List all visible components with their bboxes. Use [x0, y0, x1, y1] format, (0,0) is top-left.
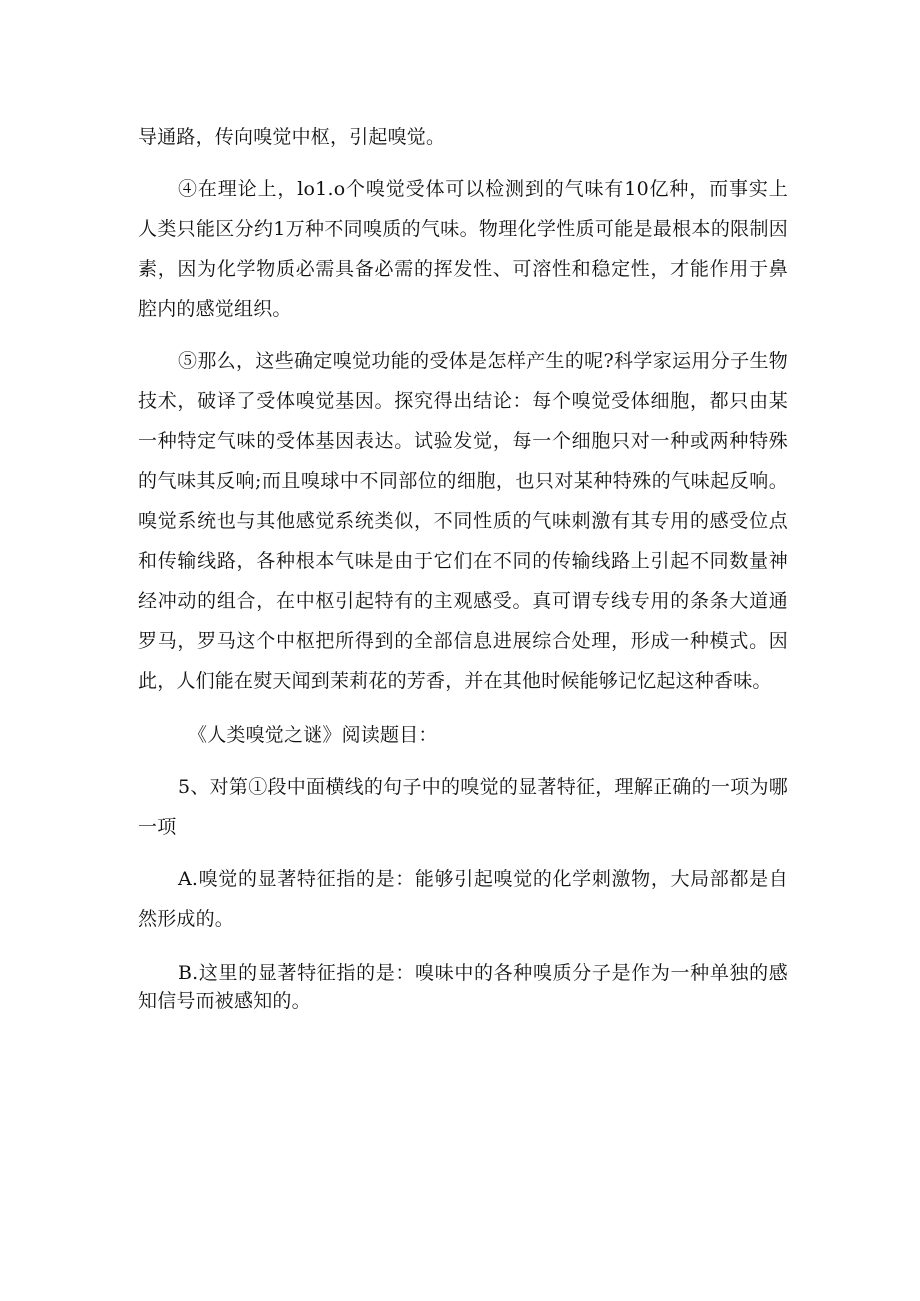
exercise-title: 《人类嗅觉之谜》阅读题目：: [188, 724, 438, 746]
option-b: B.这里的显著特征指的是：嗅味中的各种嗅质分子是作为一种单独的感知信号而被感知的。: [138, 962, 788, 1012]
option-a: A.嗅觉的显著特征指的是：能够引起嗅觉的化学刺激物，大局部都是自然形成的。: [138, 868, 788, 930]
paragraph-continuation: 导通路，传向嗅觉中枢，引起嗅觉。: [138, 126, 446, 148]
paragraph-4: ④在理论上，lo1.o个嗅觉受体可以检测到的气味有10亿种，而事实上人类只能区分约1万种不同嗅质的气味。物理化学性质可能是最根本的限制因素，因为化学物质必需具备必需的挥发性、可溶性和稳定性，才能作用于鼻腔内的感觉组织。: [138, 178, 788, 320]
paragraph-5: ⑤那么，这些确定嗅觉功能的受体是怎样产生的呢?科学家运用分子生物技术，破译了受体嗅觉基因。探究得出结论：每个嗅觉受体细胞，都只由某一种特定气味的受体基因表达。试验发觉，每一个细胞只对一种或两种特殊的气味其反响;而且嗅球中不同部位的细胞，也只对某种特殊的气味起反响。嗅觉系统也与其他感觉系统类似，不同性质的气味刺激有其专用的感受位点和传输线路，各种根本气味是由于它们在不同的传输线路上引起不同数量神经冲动的组合，在中枢引起特有的主观感受。真可谓专线专用的条条大道通罗马，罗马这个中枢把所得到的全部信息进展综合处理，形成一种模式。因此，人们能在熨天闻到茉莉花的芳香，并在其他时候能够记忆起这种香味。: [138, 350, 788, 692]
document-body: [138, 117, 788, 1015]
question-5: 5、对第①段中面横线的句子中的嗅觉的显著特征，理解正确的一项为哪一项: [138, 776, 788, 838]
